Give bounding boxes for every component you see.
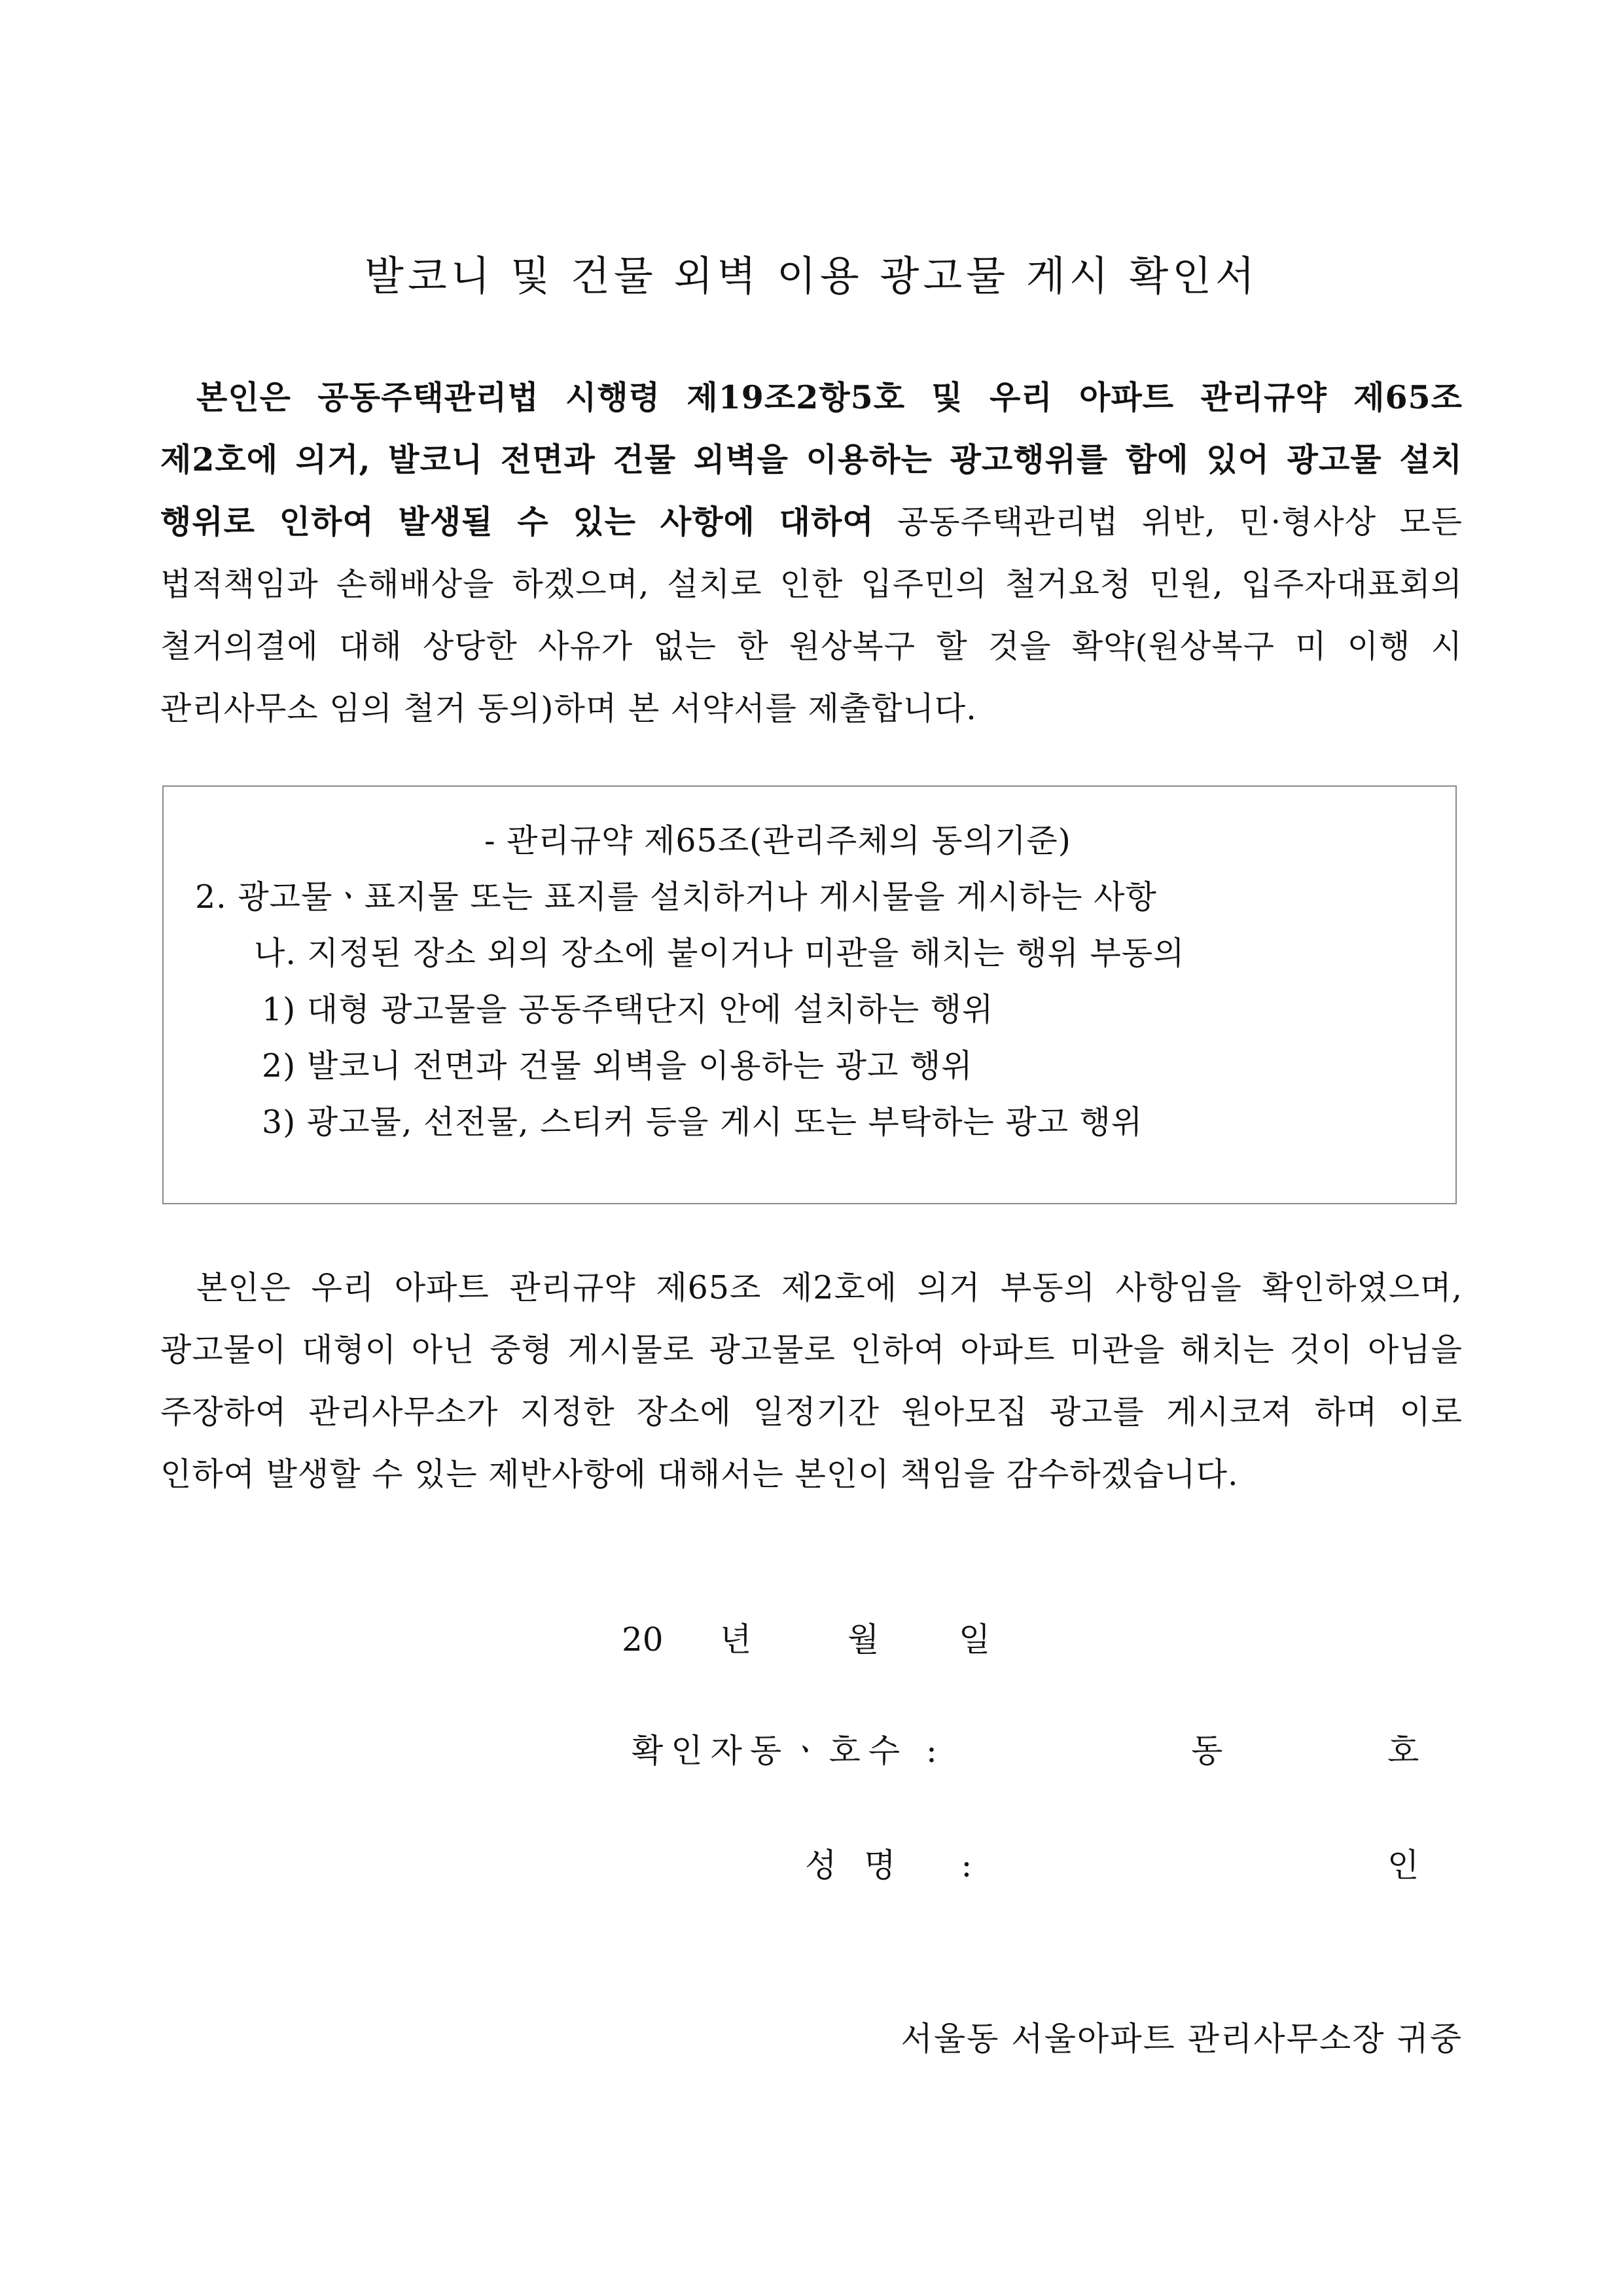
confirmer-ho-unit: 호	[1387, 1732, 1419, 1770]
bylaw-rule-box	[162, 785, 1457, 1204]
bylaw-rule-sub-na: 나. 지정된 장소 외의 장소에 붙이거나 미관을 해치는 행위 부동의	[254, 935, 1185, 972]
date-day-unit: 일	[959, 1621, 991, 1659]
bylaw-rule-sub-item: 3) 광고물, 선전물, 스티커 등을 게시 또는 부탁하는 광고 행위	[262, 1103, 1143, 1141]
pledge-paragraph	[160, 367, 1463, 740]
confirmer-dong-unit: 동	[1191, 1732, 1223, 1770]
confirmation-paragraph: 본인은 우리 아파트 관리규약 제65조 제2호에 의거 부동의 사항임을 확인하였으며, 광고물이 대형이 아닌 중형 게시물로 광고물로 인하여 아파트 미관을 해치는 것이 아님을 주장하여 관리사무소가 지정한 장소에 일정기간 원아모집 광고를 게시코져 하며 이로 인하여 발생할 수 있는 제반사항에 대해서는 본인이 책임을 감수하겠습니다.	[160, 1269, 1463, 1493]
bylaw-rule-heading: - 관리규약 제65조(관리주체의 동의기준)	[484, 822, 1071, 859]
pledge-paragraph-normal-text: 공동주택관리법 위반, 민·형사상 모든 법적책임과 손해배상을 하겠으며, 설치로 인한 입주민의 철거요청 민원, 입주자대표회의 철거의결에 대해 상당한 사유가 없는 한 원상복구 할 것을 확약(원상복구 미 이행 시 관리사무소 임의 철거 동의)하며 본 서약서를 제출합니다.	[160, 503, 1463, 727]
bylaw-rule-item-2: 2. 광고물ㆍ표지물 또는 표지를 설치하거나 게시물을 게시하는 사항	[195, 878, 1157, 916]
document-title: 발코니 및 건물 외벽 이용 광고물 게시 확인서	[364, 252, 1258, 300]
recipient-line: 서울동 서울아파트 관리사무소장 귀중	[901, 2020, 1463, 2058]
bylaw-rule-sub-item: 2) 발코니 전면과 건물 외벽을 이용하는 광고 행위	[262, 1047, 973, 1085]
date-year-unit: 년	[720, 1621, 752, 1659]
date-year-prefix: 20	[622, 1621, 664, 1659]
date-line	[622, 1610, 990, 1669]
confirmer-unit-label: 확인자동ㆍ호수 :	[632, 1732, 945, 1770]
name-label: 성명 :	[805, 1846, 1000, 1884]
pledge-paragraph-bold-text: 본인은 공동주택관리법 시행령 제19조2항5호 및 우리 아파트 관리규약 제65조 제2호에 의거, 발코니 전면과 건물 외벽을 이용하는 광고행위를 함에 있어 광고물 설치 행위로 인하여 발생될 수 있는 사항에 대하여	[160, 378, 1463, 541]
bylaw-rule-sub-item: 1) 대형 광고물을 공동주택단지 안에 설치하는 행위	[262, 991, 994, 1028]
name-seal: 인	[1387, 1846, 1419, 1884]
date-month-unit: 월	[847, 1621, 880, 1659]
